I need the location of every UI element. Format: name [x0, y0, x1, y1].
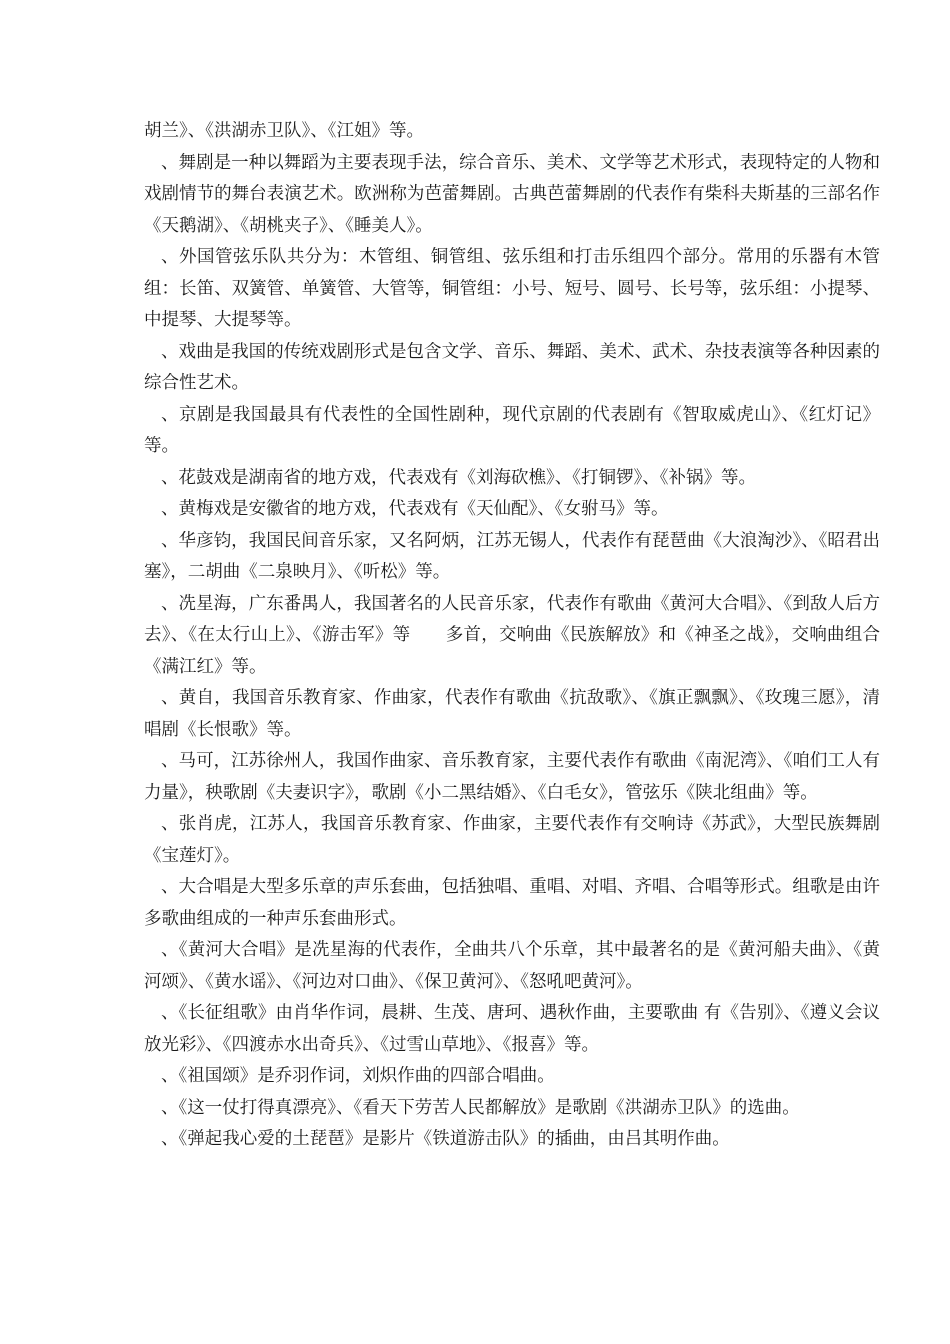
- paragraph-long-march-suite: 、《长征组歌》由肖华作词，晨耕、生茂、唐珂、遇秋作曲，主要歌曲 有《告别》、《遵义会议放光彩》、《四渡赤水出奇兵》、《过雪山草地》、《报喜》等。: [144, 1003, 880, 1055]
- paragraph-huang-zi: 、黄自，我国音乐教育家、作曲家，代表作有歌曲《抗敌歌》、《旗正飘飘》、《玫瑰三愿》，清唱剧《长恨歌》等。: [144, 688, 880, 740]
- paragraph-xian-xinghai: 、冼星海，广东番禺人，我国著名的人民音乐家，代表作有歌曲《黄河大合唱》、《到敌人后方去》、《在太行山上》、《游击军》等 多首，交响曲《民族解放》和《神圣之战》，交响曲组合《满江红》等。: [144, 593, 880, 677]
- paragraph-zhang-xiaohu: 、张肖虎，江苏人，我国音乐教育家、作曲家，主要代表作有交响诗《苏武》，大型民族舞剧《宝莲灯》。: [144, 814, 880, 866]
- paragraph-ma-ke: 、马可，江苏徐州人，我国作曲家、音乐教育家，主要代表作有歌曲《南泥湾》、《咱们工人有力量》，秧歌剧《夫妻识字》，歌剧《小二黑结婚》、《白毛女》，管弦乐《陕北组曲》等。: [144, 751, 880, 803]
- paragraph-peking-opera: 、京剧是我国最具有代表性的全国性剧种，现代京剧的代表剧有《智取威虎山》、《红灯记》等。: [144, 404, 880, 456]
- paragraph-xiqu: 、戏曲是我国的传统戏剧形式是包含文学、音乐、舞蹈、美术、武术、杂技表演等各种因素的综合性艺术。: [144, 341, 880, 393]
- document-body: [144, 116, 880, 1156]
- paragraph-honghu-selections: 、《这一仗打得真漂亮》、《看天下劳苦人民都解放》是歌剧《洪湖赤卫队》的选曲。: [161, 1097, 800, 1118]
- paragraph-hua-yanjun: 、华彦钧，我国民间音乐家，又名阿炳，江苏无锡人，代表作有琵琶曲《大浪淘沙》、《昭君出塞》，二胡曲《二泉映月》、《听松》等。: [144, 530, 880, 582]
- paragraph-continuation: 胡兰》、《洪湖赤卫队》、《江姐》等。: [144, 121, 424, 141]
- paragraph-cantata: 、大合唱是大型多乐章的声乐套曲，包括独唱、重唱、对唱、齐唱、合唱等形式。组歌是由许多歌曲组成的一种声乐套曲形式。: [144, 877, 880, 929]
- paragraph-yellow-river-cantata: 、《黄河大合唱》是冼星海的代表作，全曲共八个乐章，其中最著名的是《黄河船夫曲》、《黄河颂》、《黄水谣》、《河边对口曲》、《保卫黄河》、《怒吼吧黄河》。: [144, 940, 880, 992]
- paragraph-pipa-song: 、《弹起我心爱的土琵琶》是影片《铁道游击队》的插曲，由吕其明作曲。: [161, 1129, 730, 1149]
- paragraph-orchestra: 、外国管弦乐队共分为：木管组、铜管组、弦乐组和打击乐组四个部分。常用的乐器有木管组：长笛、双簧管、单簧管、大管等，铜管组：小号、短号、圆号、长号等，弦乐组：小提琴、中提琴、大提琴等。: [144, 247, 880, 330]
- paragraph-dance-drama: 、舞剧是一种以舞蹈为主要表现手法，综合音乐、美术、文学等艺术形式，表现特定的人物和戏剧情节的舞台表演艺术。欧洲称为芭蕾舞剧。古典芭蕾舞剧的代表作有柴科夫斯基的三部名作《天鹅湖》、《胡桃夹子》、《睡美人》。: [144, 152, 880, 236]
- paragraph-ode-to-motherland: 、《祖国颂》是乔羽作词，刘炽作曲的四部合唱曲。: [161, 1066, 555, 1086]
- paragraph-huagu-opera: 、花鼓戏是湖南省的地方戏，代表戏有《刘海砍樵》、《打铜锣》、《补锅》等。: [161, 467, 756, 488]
- paragraph-huangmei-opera: 、黄梅戏是安徽省的地方戏，代表戏有《天仙配》、《女驸马》等。: [161, 499, 669, 519]
